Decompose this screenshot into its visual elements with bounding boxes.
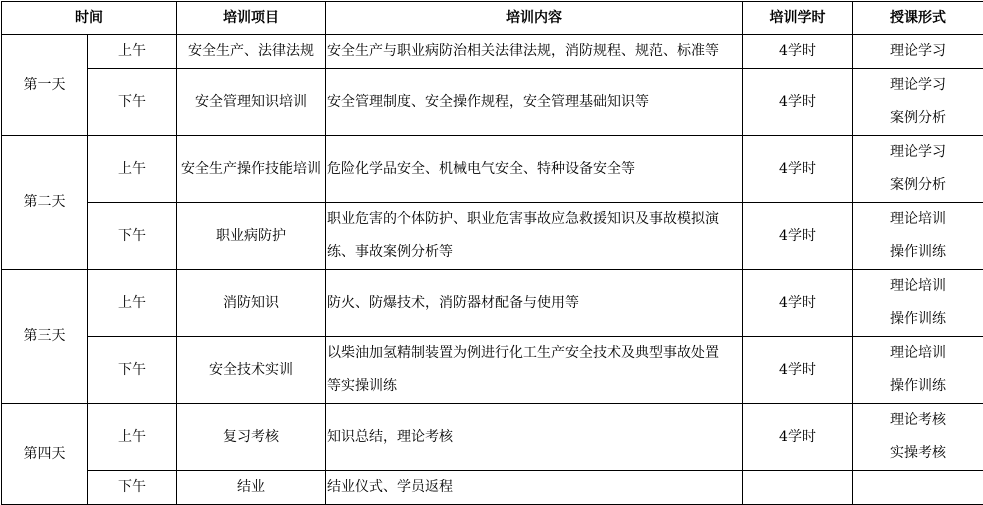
hours-cell: 4学时 [743,136,853,203]
content-cell [326,136,743,203]
content-line: 结业仪式、学员返程 [327,479,453,495]
table-row [2,203,983,270]
day-label: 第一天 [2,35,88,136]
table-row [2,471,983,505]
form-line: 理论学习 [853,69,983,102]
content-cell [326,337,743,404]
header-hours: 培训学时 [743,2,853,35]
project-cell: 安全生产、法律法规 [177,35,326,69]
project-cell: 职业病防护 [177,203,326,270]
hours-cell: 4学时 [743,337,853,404]
project-cell: 复习考核 [177,404,326,471]
day-label: 第二天 [2,136,88,270]
content-cell [326,471,743,505]
content-cell [326,69,743,136]
content-line: 职业危害的个体防护、职业危害事故应急救援知识及事故模拟演 [327,203,742,236]
content-line: 安全管理制度、安全操作规程，安全管理基础知识等 [327,94,649,110]
content-cell [326,404,743,471]
form-line: 理论学习 [853,136,983,169]
period-cell: 上午 [88,136,177,203]
header-content: 培训内容 [326,2,743,35]
table-row [2,270,983,337]
table-row [2,337,983,404]
day-label: 第四天 [2,404,88,505]
project-cell: 结业 [177,471,326,505]
form-line: 案例分析 [853,102,983,135]
project-cell: 安全管理知识培训 [177,69,326,136]
form-cell [853,203,983,270]
table-row [2,69,983,136]
header-row [2,2,983,35]
form-cell [853,404,983,471]
period-cell: 下午 [88,471,177,505]
form-cell [853,337,983,404]
form-cell [853,35,983,69]
form-line: 实操考核 [853,437,983,470]
content-line: 等实操训练 [327,370,742,403]
form-cell [853,136,983,203]
header-form: 授课形式 [853,2,983,35]
content-line: 练、事故案例分析等 [327,236,742,269]
period-cell: 上午 [88,270,177,337]
project-cell: 安全技术实训 [177,337,326,404]
form-line: 理论培训 [853,270,983,303]
hours-cell [743,471,853,505]
hours-cell: 4学时 [743,203,853,270]
content-cell [326,203,743,270]
content-line: 防火、防爆技术，消防器材配备与使用等 [327,295,579,311]
form-cell [853,69,983,136]
form-line: 理论培训 [853,203,983,236]
period-cell: 上午 [88,35,177,69]
content-line: 安全生产与职业病防治相关法律法规，消防规程、规范、标准等 [327,43,719,59]
period-cell: 下午 [88,203,177,270]
form-line: 案例分析 [853,169,983,202]
form-cell [853,471,983,505]
project-cell: 安全生产操作技能培训 [177,136,326,203]
content-cell [326,270,743,337]
content-cell [326,35,743,69]
form-line: 理论考核 [853,404,983,437]
header-time: 时间 [2,2,177,35]
form-line: 操作训练 [853,370,983,403]
table-row [2,136,983,203]
period-cell: 下午 [88,337,177,404]
form-cell [853,270,983,337]
header-project: 培训项目 [177,2,326,35]
hours-cell: 4学时 [743,69,853,136]
hours-cell: 4学时 [743,270,853,337]
form-line: 理论学习 [853,35,983,68]
form-line: 操作训练 [853,303,983,336]
day-label: 第三天 [2,270,88,404]
table-row [2,404,983,471]
hours-cell: 4学时 [743,404,853,471]
table-row [2,35,983,69]
period-cell: 上午 [88,404,177,471]
hours-cell: 4学时 [743,35,853,69]
period-cell: 下午 [88,69,177,136]
training-schedule-table [1,1,983,505]
form-line: 理论培训 [853,337,983,370]
content-line: 危险化学品安全、机械电气安全、特种设备安全等 [327,161,635,177]
content-line: 以柴油加氢精制装置为例进行化工生产安全技术及典型事故处置 [327,337,742,370]
content-line: 知识总结，理论考核 [327,429,453,445]
form-line: 操作训练 [853,236,983,269]
project-cell: 消防知识 [177,270,326,337]
